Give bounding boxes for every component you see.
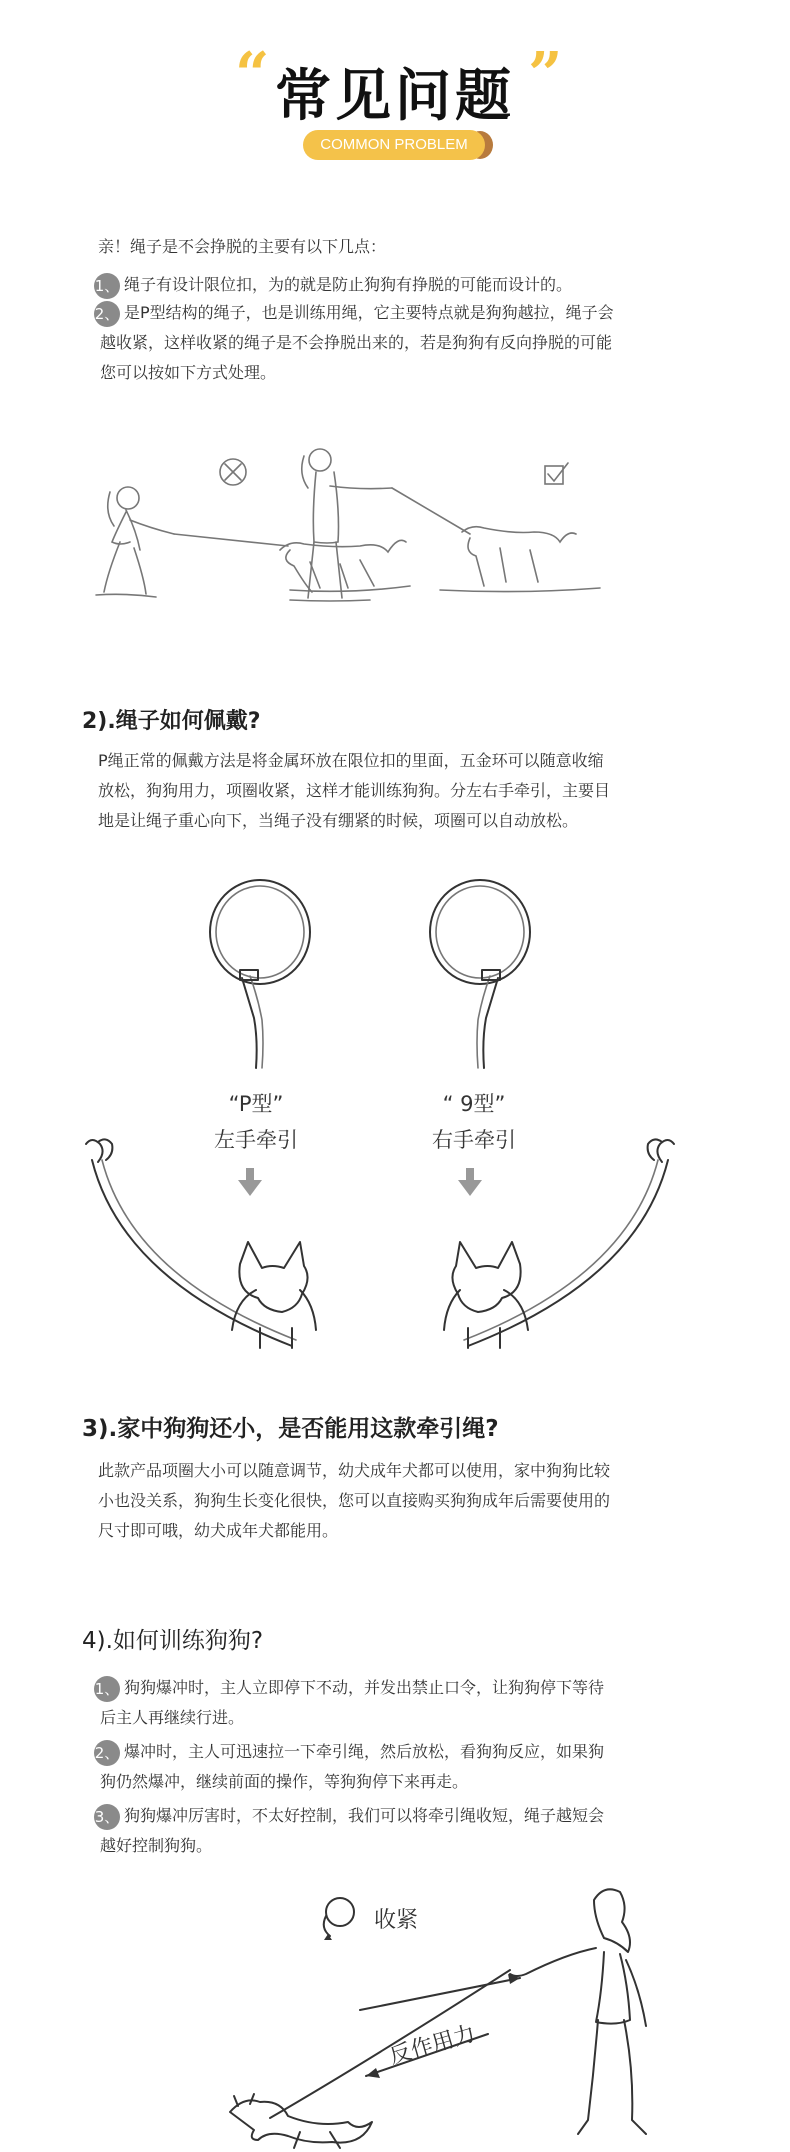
section2-text [98,746,738,836]
counter-force-label: 反作用力 [386,2021,479,2070]
s1-p2-line3: 您可以按如下方式处理。 [100,363,277,382]
s4-point-3 [94,1801,744,1861]
number-badge: 1、 [94,1676,120,1702]
section2-title: 2).绳子如何佩戴? [82,709,261,734]
s4-p3-line2: 越好控制狗狗。 [100,1836,213,1855]
quote-right: ” [528,40,563,110]
quote-left: “ [235,40,270,110]
section3-text [98,1456,738,1546]
dog-jumping [230,2094,372,2148]
s3-line2: 小也没关系，狗狗生长变化很快，您可以直接购买狗狗成年后需要使用的 [98,1491,611,1510]
dog-right-head [444,1242,528,1348]
s2-line3: 地是让绳子重心向下，当绳子没有绷紧的时候，项圈可以自动放松。 [98,811,579,830]
number-badge: 3、 [94,1804,120,1830]
s1-point-2 [94,298,744,388]
section3-title: 3).家中狗狗还小，是否能用这款牵引绳? [82,1416,499,1442]
tighten-hand-icon [324,1898,354,1940]
s4-p1-line2: 后主人再继续行进。 [100,1708,245,1727]
s2-line1: P绳正常的佩戴方法是将金属环放在限位扣的里面，五金环可以随意收缩 [98,751,604,770]
s4-p2-line2: 狗仍然爆冲，继续前面的操作，等狗狗停下来再走。 [100,1772,469,1791]
dog-left-head [232,1242,316,1348]
dogs-leash-illustration [80,1130,680,1350]
p-type-label: “P型” [228,1092,284,1116]
person-left [96,487,174,597]
training-illustration [220,1870,660,2152]
left-hand-label: 左手牵引 [214,1128,298,1152]
section4-title: 4).如何训练狗狗? [82,1628,264,1654]
number-badge: 2、 [94,1740,120,1766]
tighten-label: 收紧 [374,1908,419,1933]
dog-left [280,540,410,592]
s4-p2-line1: 爆冲时，主人可迅速拉一下牵引绳，然后放松，看狗狗反应，如果狗 [124,1742,605,1761]
check-icon [545,463,568,484]
page-title: 常见问题 [275,64,515,129]
s2-line2: 放松，狗狗用力，项圈收紧，这样才能训练狗狗。分左右手牵引，主要目 [98,781,611,800]
s1-p2-line1: 是P型结构的绳子，也是训练用绳，它主要特点就是狗狗越拉，绳子会 [124,303,614,322]
s4-point-1 [94,1673,744,1733]
dog-right [440,527,600,592]
s4-p3-line1: 狗狗爆冲厉害时，不太好控制，我们可以将牵引绳收短，绳子越短会 [124,1806,605,1825]
subtitle-pill: COMMON PROBLEM [303,130,485,160]
s4-p1-line1: 狗狗爆冲时，主人立即停下不动，并发出禁止口令，让狗狗停下等待 [124,1678,605,1697]
s3-line3: 尺寸即可哦，幼犬成年犬都能用。 [98,1521,339,1540]
q-type-loop [410,870,550,1070]
number-badge: 2、 [94,301,120,327]
q-type-label: “ 9型” [442,1092,506,1116]
s3-line1: 此款产品项圈大小可以随意调节，幼犬成年犬都可以使用，家中狗狗比较 [98,1461,611,1480]
s1-p2-line2: 越收紧，这样收紧的绳子是不会挣脱出来的，若是狗狗有反向挣脱的可能 [100,333,613,352]
p-type-loop [190,870,330,1070]
s1-point-1 [94,270,734,300]
right-hand-label: 右手牵引 [432,1128,516,1152]
person-right [290,449,392,601]
pulling-illustration [90,430,700,650]
s1-p1-line1: 绳子有设计限位扣，为的就是防止狗狗有挣脱的可能而设计的。 [124,275,573,294]
s4-point-2 [94,1737,744,1797]
person-walking [510,1889,646,2134]
number-badge: 1、 [94,273,120,299]
intro-text: 亲！绳子是不会挣脱的主要有以下几点： [98,237,387,256]
wrong-icon [220,459,246,485]
